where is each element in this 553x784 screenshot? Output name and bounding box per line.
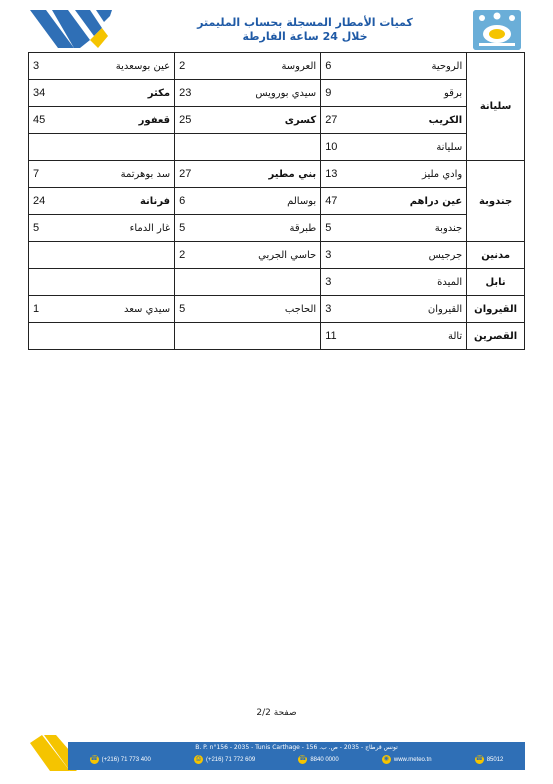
governorate-cell: القيروان	[467, 296, 525, 323]
station-name-cell: برقو	[365, 80, 466, 107]
footer-contact-text: 85012	[486, 756, 504, 763]
station-name-cell	[219, 269, 320, 296]
table-row	[29, 269, 525, 296]
rainfall-value-cell: 2	[175, 242, 220, 269]
footer-contact-item	[90, 755, 151, 764]
table-row	[29, 161, 525, 188]
station-name-cell: بني مطير	[219, 161, 320, 188]
footer-contact-item	[475, 755, 504, 764]
rainfall-value-cell: 9	[321, 80, 366, 107]
rainfall-value-cell: 3	[321, 242, 366, 269]
rainfall-value-cell: 5	[29, 215, 74, 242]
rainfall-value-cell	[29, 134, 74, 161]
rainfall-value-cell: 45	[29, 107, 74, 134]
footer-contacts	[68, 755, 525, 764]
footer-address: B. P. n°156 - 2035 - Tunis Carthage - تونس قرطاج - 2035 - ص. ب. 156	[195, 744, 398, 751]
footer-contact-item	[194, 755, 255, 764]
footer-contact-band	[68, 742, 525, 770]
rainfall-value-cell: 25	[175, 107, 220, 134]
station-name-cell: وادي مليز	[365, 161, 466, 188]
station-name-cell: سد بوهرتمة	[73, 161, 174, 188]
document-title	[150, 16, 460, 44]
title-line-2: خلال 24 ساعة الفارطة	[242, 30, 368, 43]
rainfall-value-cell: 47	[321, 188, 366, 215]
rainfall-value-cell	[29, 323, 74, 350]
station-name-cell	[73, 323, 174, 350]
station-name-cell: طبرقة	[219, 215, 320, 242]
table-row	[29, 188, 525, 215]
rainfall-value-cell: 34	[29, 80, 74, 107]
governorate-cell: سليانة	[467, 53, 525, 161]
table-row	[29, 134, 525, 161]
station-name-cell: عين دراهم	[365, 188, 466, 215]
web-icon: ◉	[383, 756, 389, 762]
phone-icon: ☎	[299, 756, 307, 762]
table-row	[29, 215, 525, 242]
footer-contact-item	[382, 755, 432, 764]
table-row	[29, 242, 525, 269]
governorate-cell: نابل	[467, 269, 525, 296]
station-name-cell: الميدة	[365, 269, 466, 296]
rainfall-value-cell: 27	[321, 107, 366, 134]
station-name-cell: الحاجب	[219, 296, 320, 323]
institute-logo-stripes	[30, 10, 125, 50]
station-name-cell: العروسة	[219, 53, 320, 80]
station-name-cell: بوسالم	[219, 188, 320, 215]
page-number: صفحة 2/2	[256, 708, 297, 718]
rainfall-value-cell	[29, 242, 74, 269]
phone-icon: ☎	[475, 756, 483, 762]
station-name-cell	[73, 134, 174, 161]
rainfall-value-cell: 5	[321, 215, 366, 242]
station-name-cell: جندوبة	[365, 215, 466, 242]
governorate-cell: القصرين	[467, 323, 525, 350]
footer-contact-text: 8840 0000	[310, 756, 339, 763]
phone-icon: ☎	[90, 756, 98, 762]
rainfall-value-cell: 11	[321, 323, 366, 350]
rainfall-value-cell: 3	[321, 269, 366, 296]
station-name-cell: القيروان	[365, 296, 466, 323]
station-name-cell	[73, 242, 174, 269]
rainfall-value-cell: 24	[29, 188, 74, 215]
station-name-cell	[73, 269, 174, 296]
station-name-cell: كسرى	[219, 107, 320, 134]
table-row	[29, 323, 525, 350]
station-name-cell: الروحية	[365, 53, 466, 80]
fax-icon: ⎙	[194, 755, 203, 764]
table-row	[29, 296, 525, 323]
station-name-cell: سيدي سعد	[73, 296, 174, 323]
table-row	[29, 53, 525, 80]
footer-contact-text: (+216) 71 772 609	[205, 756, 256, 763]
station-name-cell	[219, 323, 320, 350]
table-row	[29, 107, 525, 134]
rainfall-value-cell: 2	[175, 53, 220, 80]
station-name-cell	[219, 134, 320, 161]
rainfall-value-cell: 7	[29, 161, 74, 188]
rainfall-value-cell: 5	[175, 296, 220, 323]
rainfall-value-cell: 6	[321, 53, 366, 80]
rainfall-value-cell: 1	[29, 296, 74, 323]
rainfall-value-cell	[175, 323, 220, 350]
governorate-cell: جندوبة	[467, 161, 525, 242]
rainfall-value-cell	[29, 269, 74, 296]
table-row	[29, 80, 525, 107]
rainfall-value-cell: 3	[29, 53, 74, 80]
institute-emblem-icon	[473, 10, 521, 50]
rainfall-value-cell: 23	[175, 80, 220, 107]
station-name-cell: سليانة	[365, 134, 466, 161]
station-name-cell: الكريب	[365, 107, 466, 134]
rainfall-value-cell: 13	[321, 161, 366, 188]
station-name-cell: فرنانة	[73, 188, 174, 215]
rainfall-value-cell: 27	[175, 161, 220, 188]
rainfall-value-cell	[175, 134, 220, 161]
governorate-cell: مدنين	[467, 242, 525, 269]
station-name-cell: عين بوسعدية	[73, 53, 174, 80]
station-name-cell: تالة	[365, 323, 466, 350]
rainfall-value-cell: 10	[321, 134, 366, 161]
station-name-cell: حاسي الجربي	[219, 242, 320, 269]
station-name-cell: غار الدماء	[73, 215, 174, 242]
rainfall-value-cell: 3	[321, 296, 366, 323]
footer-contact-item	[298, 755, 338, 764]
rainfall-value-cell: 6	[175, 188, 220, 215]
footer-contact-text: (+216) 71 773 400	[101, 756, 151, 763]
station-name-cell: قعفور	[73, 107, 174, 134]
title-line-1: كميات الأمطار المسجلة بحساب المليمتر	[197, 16, 413, 29]
rainfall-table	[28, 52, 525, 350]
station-name-cell: سيدي بورويس	[219, 80, 320, 107]
rainfall-value-cell: 5	[175, 215, 220, 242]
station-name-cell: جرجيس	[365, 242, 466, 269]
footer-contact-text: www.meteo.tn	[393, 756, 432, 763]
rainfall-value-cell	[175, 269, 220, 296]
station-name-cell: مكثر	[73, 80, 174, 107]
